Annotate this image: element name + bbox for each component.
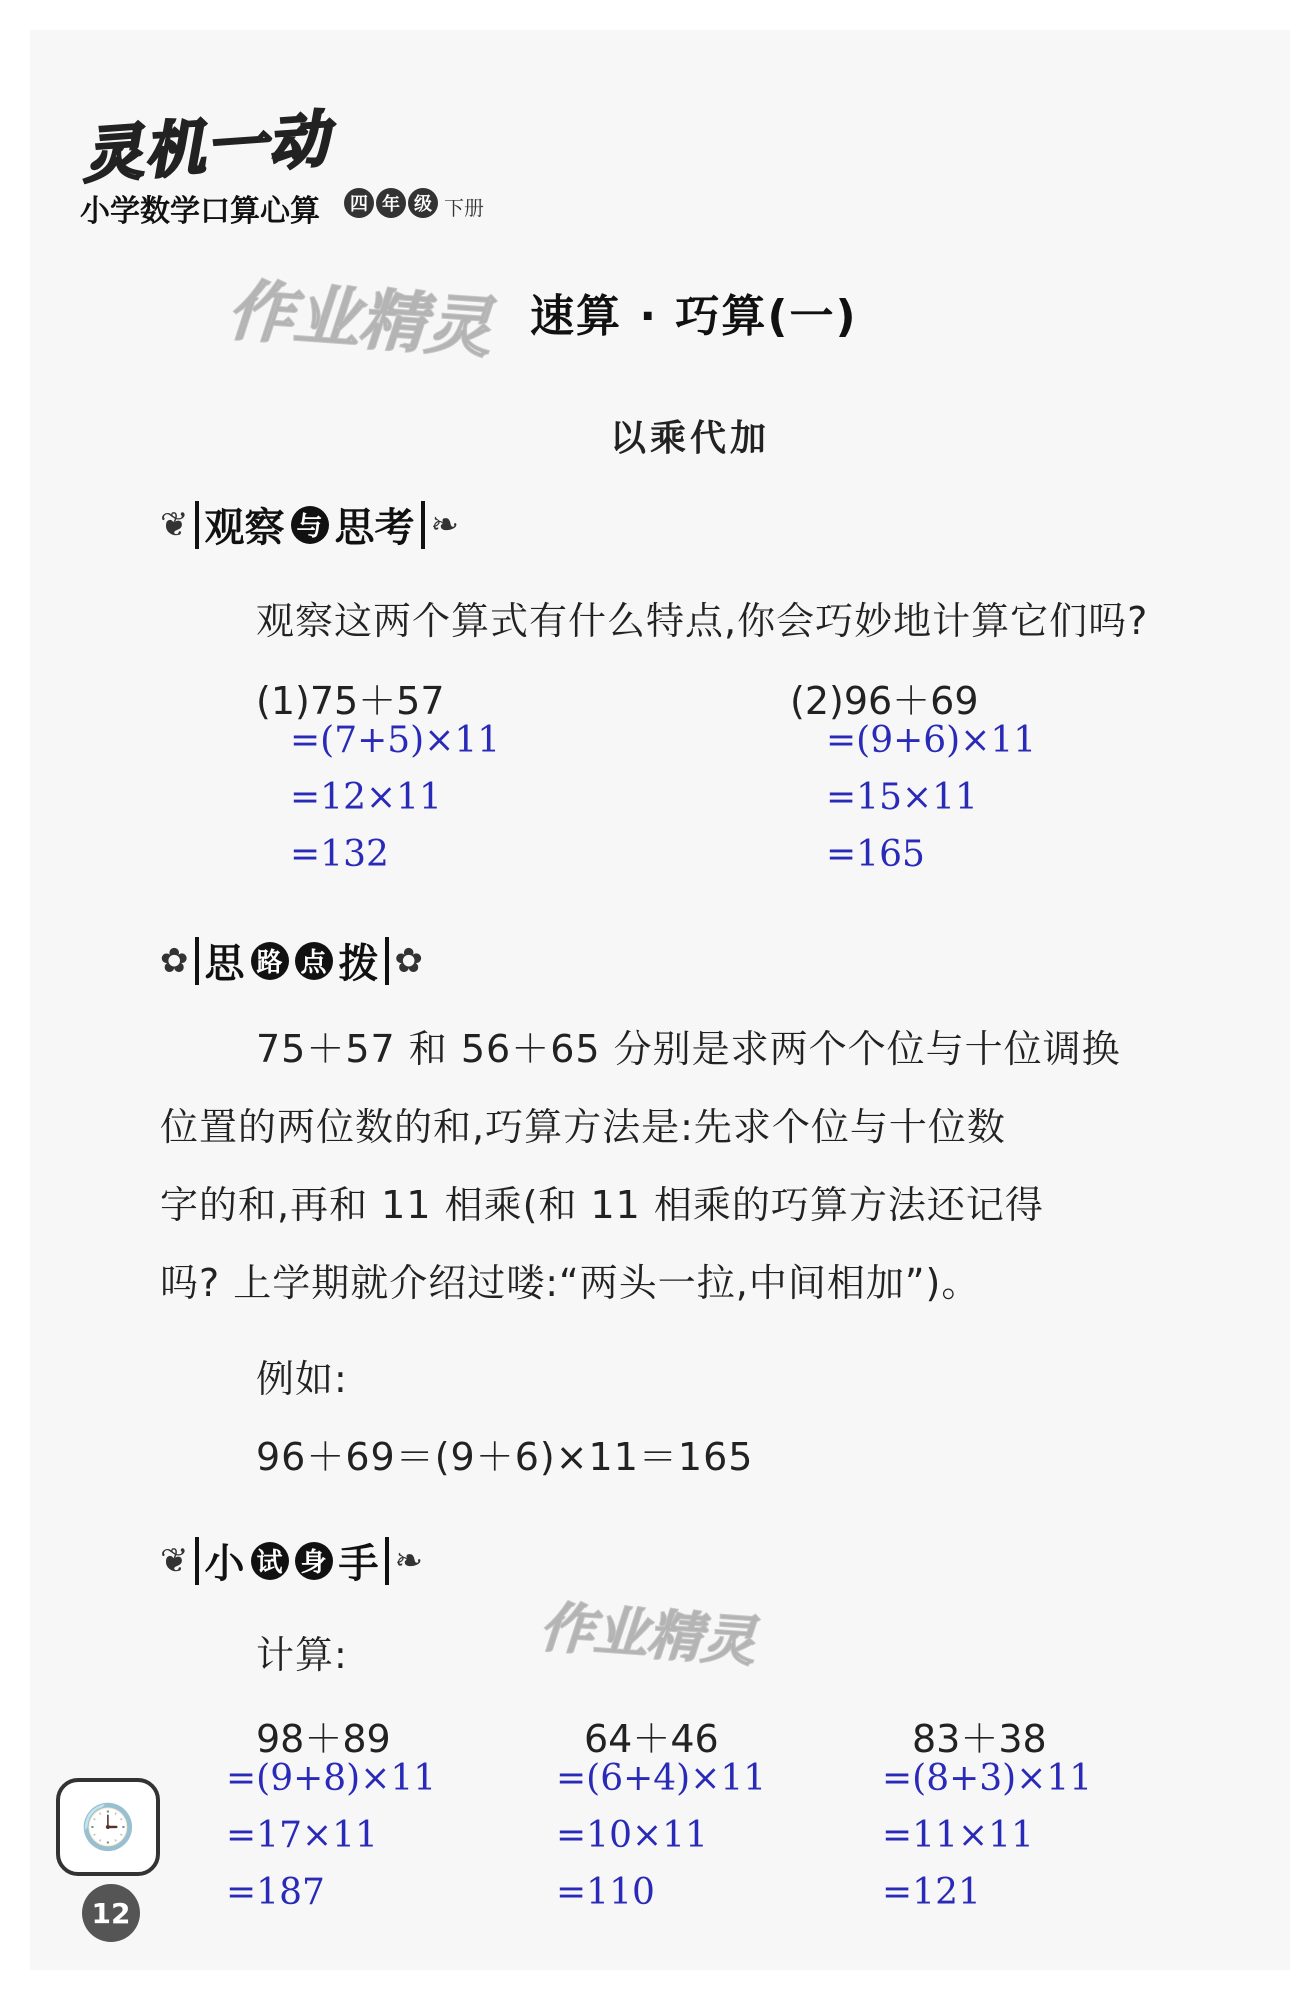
observe-question: 观察这两个算式有什么特点,你会巧妙地计算它们吗? [256, 599, 1149, 643]
section-header-part: 小 [204, 1541, 245, 1587]
solution-step: =(9+6)×11 [826, 720, 1037, 761]
handwritten-solution [556, 1750, 766, 1921]
section-header-observe [160, 496, 459, 553]
handwritten-solution [290, 712, 500, 883]
problem-label: 64＋46 [584, 1717, 719, 1761]
handwritten-solution [826, 712, 1036, 883]
problem-label: (1)75＋57 [256, 679, 445, 723]
grade-badge: 四 [344, 188, 374, 218]
solution-step: =187 [226, 1872, 325, 1913]
example-label: 例如: [256, 1357, 348, 1401]
solution-step: =121 [882, 1872, 981, 1913]
tips-line: 吗? 上学期就介绍过喽:“两头一拉,中间相加”)。 [160, 1261, 981, 1305]
problem-label: 98＋89 [256, 1717, 391, 1761]
brand-logo: 灵机一动 [80, 104, 333, 192]
divider [195, 1537, 199, 1585]
vine-ornament-icon: ❧ [394, 1540, 423, 1581]
problem-label: (2)96＋69 [790, 679, 979, 723]
handwritten-solution [226, 1750, 436, 1921]
solution-step: =(9+8)×11 [226, 1758, 437, 1799]
solution-step: =11×11 [882, 1815, 1034, 1856]
section-header-part: 拨 [338, 941, 379, 987]
solution-step: =12×11 [290, 777, 442, 818]
section-header-part: 思考 [334, 505, 415, 551]
section-header-part: 思 [204, 941, 245, 987]
page-number: 12 [82, 1884, 140, 1942]
page-subtitle: 以乘代加 [610, 418, 771, 459]
section-header-part: 与 [291, 506, 329, 544]
section-header-part: 手 [338, 1541, 379, 1587]
tips-line: 位置的两位数的和,巧算方法是:先求个位与十位数 [160, 1105, 1006, 1149]
section-header-part: 路 [251, 942, 289, 980]
grade-suffix: 下册 [444, 196, 484, 220]
solution-step: =(7+5)×11 [290, 720, 501, 761]
tips-line: 字的和,再和 11 相乘(和 11 相乘的巧算方法还记得 [160, 1183, 1044, 1227]
divider [385, 1537, 389, 1585]
page-title: 速算 · 巧算(一) [530, 291, 858, 342]
grade-badge: 级 [408, 188, 438, 218]
solution-step: =132 [290, 834, 389, 875]
flower-icon: ✿ [394, 940, 423, 981]
section-header-practice [160, 1532, 423, 1589]
grade-badge: 年 [376, 188, 406, 218]
handwritten-solution [882, 1750, 1092, 1921]
flower-icon: ✿ [160, 940, 189, 981]
vine-ornament-icon: ❦ [160, 504, 189, 545]
solution-step: =17×11 [226, 1815, 378, 1856]
watermark: 作业精灵 [225, 271, 494, 368]
watermark: 作业精灵 [537, 1595, 758, 1674]
section-header-tips [160, 932, 423, 989]
grade-badges [344, 188, 438, 218]
solution-step: =15×11 [826, 777, 978, 818]
section-header-part: 点 [295, 942, 333, 980]
divider [385, 937, 389, 985]
solution-step: =165 [826, 834, 925, 875]
solution-step: =(6+4)×11 [556, 1758, 767, 1799]
problem-label: 83＋38 [912, 1717, 1047, 1761]
tips-line: 75＋57 和 56＋65 分别是求两个个位与十位调换 [256, 1027, 1121, 1071]
section-header-part: 试 [251, 1542, 289, 1580]
divider [195, 937, 199, 985]
vine-ornament-icon: ❦ [160, 1540, 189, 1581]
brand-subtitle: 小学数学口算心算 [80, 194, 320, 229]
clock-mascot-icon: 🕒 [56, 1778, 160, 1876]
solution-step: =10×11 [556, 1815, 708, 1856]
solution-step: =110 [556, 1872, 655, 1913]
divider [195, 501, 199, 549]
solution-step: =(8+3)×11 [882, 1758, 1093, 1799]
section-header-part: 身 [295, 1542, 333, 1580]
example-expression: 96＋69＝(9＋6)×11＝165 [256, 1435, 754, 1479]
section-header-part: 观察 [204, 505, 285, 551]
tips-paragraph [160, 1010, 1230, 1322]
divider [421, 501, 425, 549]
practice-label: 计算: [256, 1633, 348, 1677]
vine-ornament-icon: ❧ [430, 504, 459, 545]
